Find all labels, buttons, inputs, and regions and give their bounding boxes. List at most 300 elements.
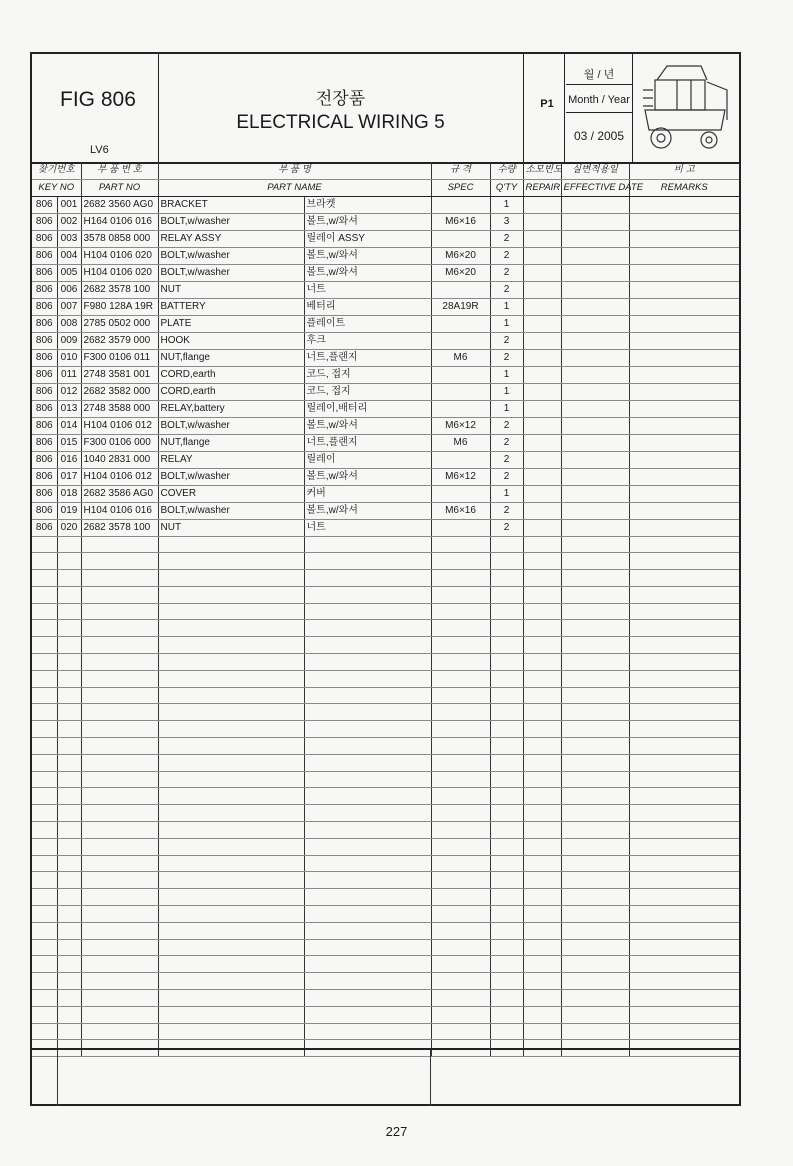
cell-part-name-en [158,570,304,587]
cell-spec [431,805,490,822]
cell-quantity [490,586,523,603]
cell-key-prefix: 806 [32,264,57,281]
cell-part-name-kr [304,754,431,771]
cell-spec [431,570,490,587]
cell-part-name-kr [304,822,431,839]
cell-key-number [57,687,81,704]
cell-key-prefix: 806 [32,383,57,400]
cell-repair [523,247,561,264]
table-row [32,417,739,434]
sheet-header [32,54,739,164]
cell-remarks [629,1006,739,1023]
cell-key-prefix [32,704,57,721]
cell-remarks [629,536,739,553]
cell-spec [431,383,490,400]
cell-key-number [57,738,81,755]
cell-part-name-kr [304,906,431,923]
cell-key-number: 012 [57,383,81,400]
cell-key-number: 011 [57,366,81,383]
table-row [32,332,739,349]
cell-key-prefix: 806 [32,281,57,298]
cell-quantity: 2 [490,519,523,536]
cell-key-number: 008 [57,315,81,332]
cell-part-name-kr [304,1006,431,1023]
cell-part-name-kr: 너트 [304,281,431,298]
model-code: LV6 [90,144,109,156]
cell-remarks [629,805,739,822]
cell-repair [523,281,561,298]
table-row [32,956,739,973]
cell-remarks [629,654,739,671]
cell-repair [523,838,561,855]
cell-repair [523,519,561,536]
cell-key-prefix [32,637,57,654]
cell-part-number: H104 0106 012 [81,417,158,434]
cell-remarks [629,315,739,332]
cell-repair [523,922,561,939]
cell-key-prefix: 806 [32,434,57,451]
cell-quantity: 2 [490,502,523,519]
cell-key-number: 019 [57,502,81,519]
cell-part-number: H104 0106 020 [81,247,158,264]
cell-key-prefix [32,889,57,906]
cell-part-name-kr [304,670,431,687]
cell-part-name-en [158,973,304,990]
cell-quantity [490,754,523,771]
table-row [32,451,739,468]
cell-quantity: 2 [490,264,523,281]
cell-key-number [57,838,81,855]
cell-part-number: H164 0106 016 [81,213,158,230]
cell-repair [523,196,561,213]
cell-part-number: 2682 3578 100 [81,519,158,536]
table-row [32,704,739,721]
cell-quantity [490,889,523,906]
table-row [32,213,739,230]
cell-quantity [490,788,523,805]
rice-transplanter-machine-icon [637,60,733,156]
cell-effective-date [561,417,629,434]
col-remarks-en: REMARKS [629,179,739,196]
month-year-label: Month / Year [568,94,630,106]
cell-effective-date [561,973,629,990]
cell-part-name-kr: 커버 [304,485,431,502]
cell-quantity [490,603,523,620]
cell-repair [523,889,561,906]
cell-key-prefix [32,872,57,889]
cell-key-number [57,956,81,973]
cell-remarks [629,366,739,383]
cell-part-name-kr: 볼트,w/와셔 [304,502,431,519]
cell-spec [431,738,490,755]
cell-remarks [629,468,739,485]
cell-remarks [629,196,739,213]
cell-key-prefix: 806 [32,332,57,349]
cell-key-prefix [32,788,57,805]
cell-effective-date [561,670,629,687]
cell-repair [523,349,561,366]
cell-effective-date [561,332,629,349]
cell-quantity [490,536,523,553]
cell-key-prefix: 806 [32,247,57,264]
table-row [32,519,739,536]
cell-part-number [81,889,158,906]
col-spec-kr: 규 격 [431,162,490,179]
cell-remarks [629,872,739,889]
cell-part-number [81,670,158,687]
col-effective-kr: 실변적용일 [561,162,629,179]
cell-remarks [629,247,739,264]
cell-quantity: 1 [490,298,523,315]
table-row [32,400,739,417]
cell-part-name-en: BOLT,w/washer [158,417,304,434]
cell-part-number [81,956,158,973]
cell-quantity: 1 [490,315,523,332]
cell-remarks [629,906,739,923]
cell-part-name-en [158,771,304,788]
cell-part-number [81,704,158,721]
cell-part-name-kr: 볼트,w/와셔 [304,417,431,434]
cell-part-name-en [158,805,304,822]
cell-key-prefix [32,620,57,637]
cell-repair [523,417,561,434]
cell-part-name-kr: 코드, 접지 [304,383,431,400]
cell-part-name-en [158,788,304,805]
cell-part-number: H104 0106 016 [81,502,158,519]
cell-part-name-en [158,889,304,906]
cell-key-number [57,939,81,956]
page-code: P1 [540,98,554,110]
cell-remarks [629,637,739,654]
cell-part-name-kr [304,855,431,872]
cell-key-number [57,654,81,671]
cell-part-name-kr [304,637,431,654]
cell-part-name-kr [304,939,431,956]
cell-spec [431,315,490,332]
table-row [32,889,739,906]
cell-part-name-kr [304,922,431,939]
cell-effective-date [561,451,629,468]
cell-spec [431,620,490,637]
cell-effective-date [561,213,629,230]
cell-effective-date [561,519,629,536]
cell-spec [431,603,490,620]
cell-key-prefix [32,906,57,923]
cell-key-number [57,620,81,637]
cell-part-name-en: BOLT,w/washer [158,213,304,230]
cell-remarks [629,434,739,451]
cell-effective-date [561,281,629,298]
cell-quantity: 1 [490,400,523,417]
cell-effective-date [561,468,629,485]
cell-quantity: 2 [490,230,523,247]
cell-spec [431,704,490,721]
cell-part-number: H104 0106 020 [81,264,158,281]
month-year-korean: 월 / 년 [583,69,615,81]
cell-quantity: 2 [490,417,523,434]
table-row [32,939,739,956]
col-name-kr: 부 품 명 [158,162,431,179]
cell-key-number [57,603,81,620]
cell-remarks [629,788,739,805]
col-qty-kr: 수량 [490,162,523,179]
cell-key-prefix [32,973,57,990]
table-row [32,822,739,839]
cell-part-number: F980 128A 19R [81,298,158,315]
cell-quantity: 2 [490,281,523,298]
table-row [32,1023,739,1040]
cell-quantity [490,922,523,939]
cell-key-prefix [32,1006,57,1023]
cell-key-prefix [32,805,57,822]
cell-repair [523,451,561,468]
cell-spec [431,956,490,973]
cell-quantity [490,738,523,755]
cell-remarks [629,332,739,349]
cell-part-name-kr [304,872,431,889]
cell-quantity: 2 [490,434,523,451]
cell-effective-date [561,990,629,1007]
cell-repair [523,315,561,332]
table-row [32,990,739,1007]
cell-effective-date [561,366,629,383]
cell-quantity: 1 [490,366,523,383]
cell-part-name-en: RELAY,battery [158,400,304,417]
cell-spec: M6×12 [431,417,490,434]
cell-effective-date [561,570,629,587]
cell-effective-date [561,805,629,822]
cell-repair [523,1006,561,1023]
cell-repair [523,620,561,637]
cell-part-name-kr: 볼트,w/와셔 [304,264,431,281]
cell-key-prefix: 806 [32,196,57,213]
table-row [32,855,739,872]
cell-part-name-kr: 릴레이,배터리 [304,400,431,417]
cell-part-number: 3578 0858 000 [81,230,158,247]
cell-key-number [57,990,81,1007]
cell-part-name-kr [304,620,431,637]
cell-spec [431,536,490,553]
cell-effective-date [561,637,629,654]
parts-sheet [30,52,741,1106]
cell-repair [523,332,561,349]
cell-key-number [57,637,81,654]
cell-part-name-en [158,553,304,570]
cell-key-prefix [32,771,57,788]
page-number: 227 [385,1124,408,1139]
cell-part-name-kr [304,553,431,570]
cell-spec [431,973,490,990]
cell-quantity: 2 [490,349,523,366]
cell-effective-date [561,654,629,671]
cell-key-number [57,922,81,939]
cell-key-number [57,805,81,822]
cell-part-name-kr: 플레이트 [304,315,431,332]
cell-part-name-en [158,822,304,839]
cell-part-number [81,906,158,923]
cell-part-number [81,721,158,738]
cell-part-name-en: BRACKET [158,196,304,213]
cell-part-name-kr: 릴레이 ASSY [304,230,431,247]
cell-part-name-kr: 너트,플랜지 [304,349,431,366]
cell-key-prefix [32,956,57,973]
cell-part-number [81,1023,158,1040]
cell-key-prefix [32,754,57,771]
cell-key-prefix [32,670,57,687]
cell-part-name-en [158,922,304,939]
cell-repair [523,230,561,247]
cell-spec [431,872,490,889]
cell-repair [523,553,561,570]
cell-part-name-en: NUT,flange [158,349,304,366]
cell-effective-date [561,196,629,213]
cell-part-number [81,922,158,939]
cell-part-number [81,687,158,704]
cell-key-prefix: 806 [32,298,57,315]
cell-effective-date [561,922,629,939]
table-row [32,349,739,366]
col-repair-en: REPAIR [523,179,561,196]
cell-key-number: 017 [57,468,81,485]
cell-remarks [629,922,739,939]
parts-table [32,162,739,1057]
cell-part-name-en: RELAY ASSY [158,230,304,247]
cell-quantity [490,721,523,738]
cell-quantity [490,838,523,855]
col-effective-en: EFFECTIVE DATE [561,179,629,196]
cell-part-name-kr: 볼트,w/와셔 [304,213,431,230]
cell-quantity [490,553,523,570]
cell-part-name-kr [304,838,431,855]
cell-quantity [490,805,523,822]
cell-effective-date [561,889,629,906]
cell-spec [431,855,490,872]
cell-effective-date [561,586,629,603]
cell-part-name-kr [304,586,431,603]
cell-key-number [57,822,81,839]
table-row [32,383,739,400]
cell-part-name-kr [304,973,431,990]
cell-repair [523,603,561,620]
cell-remarks [629,738,739,755]
cell-part-number: 1040 2831 000 [81,451,158,468]
cell-part-number [81,788,158,805]
cell-part-name-en: HOOK [158,332,304,349]
cell-remarks [629,620,739,637]
cell-part-number [81,990,158,1007]
col-name-en: PART NAME [158,179,431,196]
cell-quantity [490,570,523,587]
cell-quantity [490,855,523,872]
cell-effective-date [561,383,629,400]
cell-part-name-en: BOLT,w/washer [158,502,304,519]
cell-part-number [81,570,158,587]
table-row [32,536,739,553]
cell-key-number: 014 [57,417,81,434]
cell-remarks [629,383,739,400]
cell-repair [523,738,561,755]
table-row [32,670,739,687]
cell-remarks [629,670,739,687]
table-row [32,247,739,264]
cell-part-number [81,654,158,671]
cell-spec [431,637,490,654]
cell-part-name-en [158,620,304,637]
cell-part-number [81,822,158,839]
cell-part-number [81,637,158,654]
cell-remarks [629,553,739,570]
cell-remarks [629,973,739,990]
cell-part-name-kr [304,990,431,1007]
cell-effective-date [561,400,629,417]
table-row [32,553,739,570]
cell-spec [431,771,490,788]
cell-quantity: 2 [490,468,523,485]
cell-key-prefix: 806 [32,519,57,536]
cell-spec [431,990,490,1007]
cell-remarks [629,990,739,1007]
cell-part-name-en: NUT,flange [158,434,304,451]
table-row [32,468,739,485]
cell-part-number [81,939,158,956]
table-row [32,738,739,755]
cell-spec: M6 [431,349,490,366]
cell-part-name-kr [304,654,431,671]
cell-part-name-kr: 브라켓 [304,196,431,213]
cell-key-prefix [32,603,57,620]
cell-key-prefix: 806 [32,349,57,366]
cell-key-number: 009 [57,332,81,349]
table-row [32,906,739,923]
col-spec-en: SPEC [431,179,490,196]
cell-remarks [629,485,739,502]
cell-remarks [629,586,739,603]
col-part-en: PART NO [81,179,158,196]
cell-part-number [81,973,158,990]
cell-part-name-kr: 후크 [304,332,431,349]
cell-part-name-en: PLATE [158,315,304,332]
cell-part-number: 2682 3582 000 [81,383,158,400]
cell-key-number: 020 [57,519,81,536]
cell-spec [431,366,490,383]
table-row [32,485,739,502]
cell-part-number: H104 0106 012 [81,468,158,485]
cell-repair [523,485,561,502]
cell-part-number [81,838,158,855]
cell-part-name-en [158,738,304,755]
table-row [32,754,739,771]
cell-effective-date [561,603,629,620]
cell-spec: M6×20 [431,247,490,264]
cell-part-name-en [158,838,304,855]
cell-spec [431,939,490,956]
cell-repair [523,1023,561,1040]
cell-part-name-en: NUT [158,519,304,536]
cell-repair [523,855,561,872]
table-row [32,922,739,939]
cell-spec: M6×20 [431,264,490,281]
cell-spec [431,400,490,417]
cell-part-name-kr: 너트 [304,519,431,536]
cell-key-prefix [32,990,57,1007]
cell-part-name-en [158,687,304,704]
cell-repair [523,872,561,889]
cell-spec [431,1006,490,1023]
cell-repair [523,468,561,485]
cell-part-number [81,738,158,755]
cell-part-name-kr [304,805,431,822]
cell-quantity [490,771,523,788]
